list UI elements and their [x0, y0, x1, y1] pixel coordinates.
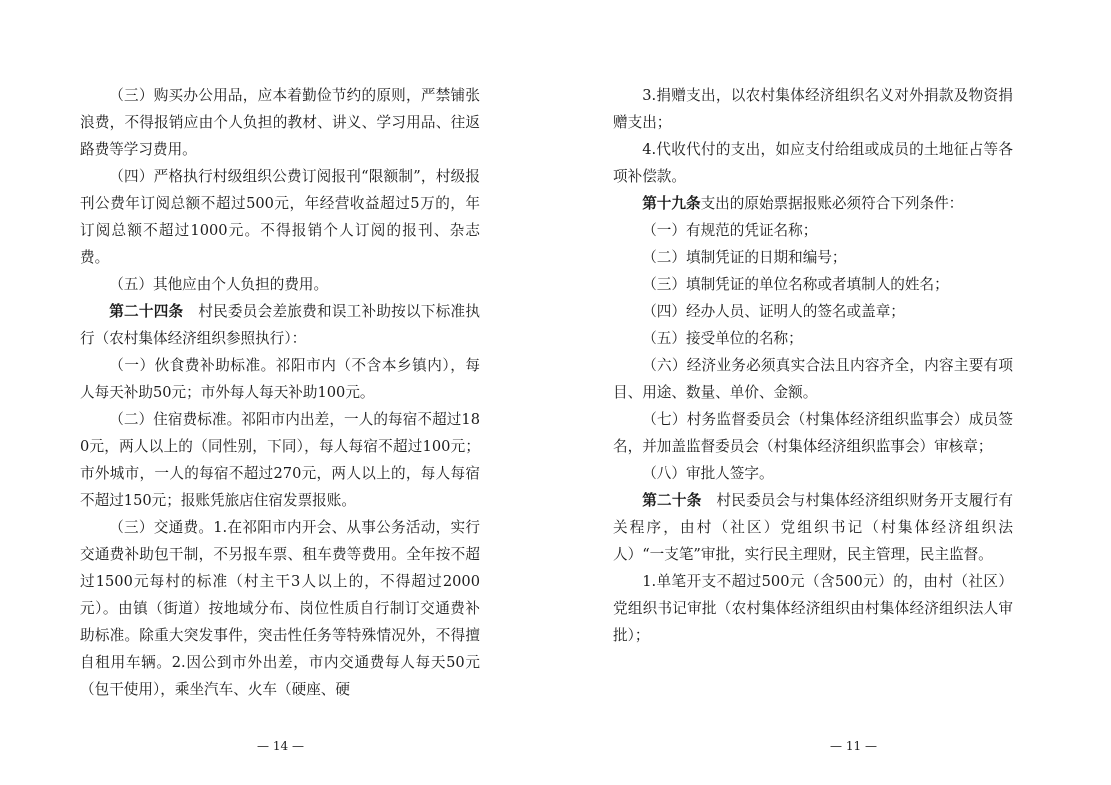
- left-paragraph-1: （三）购买办公用品，应本着勤俭节约的原则，严禁铺张浪费，不得报销应由个人负担的教材、讲义、学习用品、往返路费等学习费用。: [80, 87, 480, 158]
- right-paragraph-7: （四）经办人员、证明人的签名或盖章；: [642, 303, 905, 320]
- article-19-heading: 第十九条: [642, 195, 701, 212]
- article-24-heading: 第二十四条: [109, 303, 184, 320]
- left-page-body: [80, 82, 480, 703]
- right-paragraph-6: （三）填制凭证的单位名称或者填制人的姓名；: [642, 276, 949, 293]
- right-page-number: — 11 —: [830, 739, 877, 753]
- right-paragraph-8: （五）接受单位的名称；: [642, 330, 803, 347]
- article-20-paragraph: 第二十条 村民委员会与村集体经济组织财务开支履行有关程序，由村（社区）党组织书记（村集体经济组织法人）“一支笔”审批，实行民主理财，民主管理，民主监督。: [613, 492, 1013, 563]
- right-page: [556, 0, 1111, 785]
- right-paragraph-10: （七）村务监督委员会（村集体经济组织监事会）成员签名，并加盖监督委员会（村集体经济组织监事会）审核章；: [613, 411, 1013, 455]
- article-20-heading: 第二十条: [642, 492, 702, 509]
- right-paragraph-2: 4.代收代付的支出，如应支付给组或成员的土地征占等各项补偿款。: [613, 141, 1013, 185]
- left-paragraph-3: （五）其他应由个人负担的费用。: [109, 276, 329, 293]
- right-paragraph-13: 1.单笔开支不超过500元（含500元）的，由村（社区）党组织书记审批（农村集体经济组织由村集体经济组织法人审批）；: [613, 573, 1013, 644]
- right-page-body: [613, 82, 1013, 649]
- article-24-paragraph: 第二十四条 村民委员会差旅费和误工补助按以下标准执行（农村集体经济组织参照执行）：: [80, 303, 480, 347]
- right-paragraph-1: 3.捐赠支出，以农村集体经济组织名义对外捐款及物资捐赠支出；: [613, 87, 1013, 131]
- left-paragraph-6: （二）住宿费标准。祁阳市内出差，一人的每宿不超过180元，两人以上的（同性别，下同），每人每宿不超过100元；市外城市，一人的每宿不超过270元，两人以上的，每人每宿不超过150元；报账凭旅店住宿发票报账。: [80, 411, 480, 509]
- left-page-number: — 14 —: [257, 739, 304, 753]
- right-paragraph-4: （一）有规范的凭证名称；: [642, 222, 818, 239]
- left-paragraph-2: （四）严格执行村级组织公费订阅报刊“限额制”，村级报刊公费年订阅总额不超过500元，年经营收益超过5万的，年订阅总额不超过1000元。不得报销个人订阅的报刊、杂志费。: [80, 168, 480, 266]
- right-paragraph-5: （二）填制凭证的日期和编号；: [642, 249, 847, 266]
- article-19-paragraph: 第十九条支出的原始票据报账必须符合下列条件：: [642, 195, 964, 212]
- left-paragraph-5: （一）伙食费补助标准。祁阳市内（不含本乡镇内），每人每天补助50元；市外每人每天补助100元。: [80, 357, 480, 401]
- right-paragraph-11: （八）审批人签字。: [642, 465, 774, 482]
- left-paragraph-7: （三）交通费。1.在祁阳市内开会、从事公务活动，实行交通费补助包干制，不另报车票、租车费等费用。全年按不超过1500元每村的标准（村主干3人以上的，不得超过2000元）。由镇（街道）按地域分布、岗位性质自行制订交通费补助标准。除重大突发事件，突击性任务等特殊情况外，不得擅自租用车辆。2.因公到市外出差，市内交通费每人每天50元（包干使用），乘坐汽车、火车（硬座、硬: [80, 519, 480, 698]
- left-page: [0, 0, 555, 785]
- right-paragraph-9: （六）经济业务必须真实合法且内容齐全，内容主要有项目、用途、数量、单价、金额。: [613, 357, 1013, 401]
